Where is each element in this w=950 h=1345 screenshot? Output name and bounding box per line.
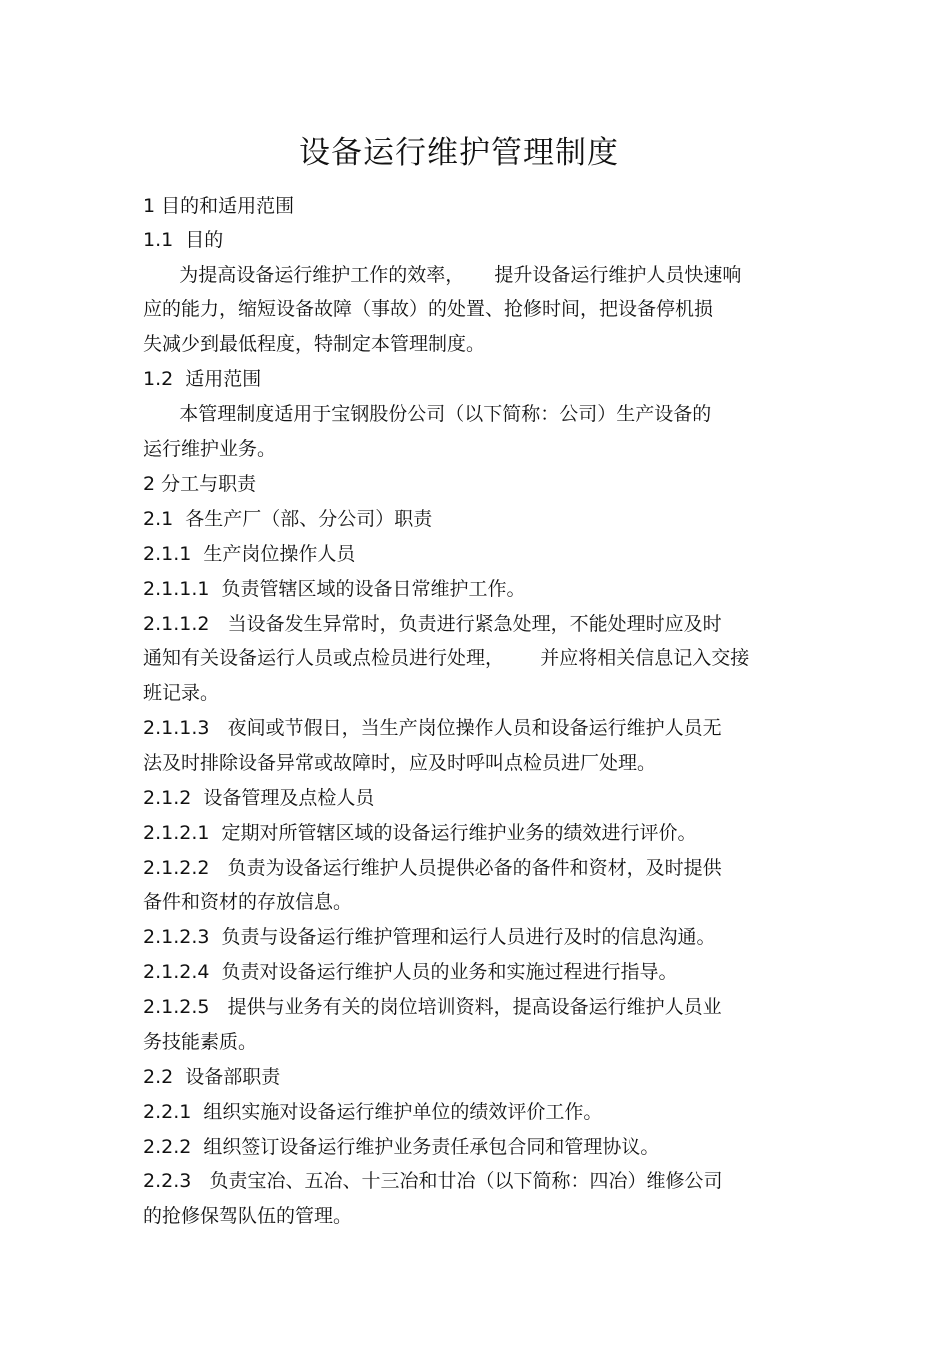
- paragraph-line: 通知有关设备运行人员或点检员进行处理， 并应将相关信息记入交接: [143, 647, 750, 669]
- clause-line: 2.1.2.1 定期对所管辖区域的设备运行维护业务的绩效进行评价。: [143, 822, 697, 844]
- document-title: 设备运行维护管理制度: [299, 135, 619, 171]
- clause-line: 2.1.1.2 当设备发生异常时，负责进行紧急处理，不能处理时应及时: [143, 613, 722, 635]
- subsection-heading: 1.2 适用范围: [143, 368, 262, 390]
- subsection-heading: 2.1.2 设备管理及点检人员: [143, 787, 375, 809]
- paragraph-line: 法及时排除设备异常或故障时，应及时呼叫点检员进厂处理。: [143, 752, 657, 774]
- paragraph-line: 班记录。: [143, 682, 220, 704]
- paragraph-line: 务技能素质。: [143, 1031, 258, 1053]
- section-heading: 2 分工与职责: [143, 473, 257, 495]
- clause-line: 2.1.2.5 提供与业务有关的岗位培训资料，提高设备运行维护人员业: [143, 996, 722, 1018]
- clause-line: 2.2.3 负责宝冶、五冶、十三冶和廿冶（以下简称：四冶）维修公司: [143, 1170, 723, 1192]
- paragraph-line: 应的能力，缩短设备故障（事故）的处置、抢修时间，把设备停机损: [143, 298, 714, 320]
- paragraph-line: 为提高设备运行维护工作的效率， 提升设备运行维护人员快速响: [143, 264, 742, 286]
- subsection-heading: 1.1 目的: [143, 229, 224, 251]
- subsection-heading: 2.1.1 生产岗位操作人员: [143, 543, 356, 565]
- paragraph-line: 的抢修保驾队伍的管理。: [143, 1205, 353, 1227]
- subsection-heading: 2.2 设备部职责: [143, 1066, 281, 1088]
- clause-line: 2.1.2.3 负责与设备运行维护管理和运行人员进行及时的信息沟通。: [143, 926, 716, 948]
- paragraph-line: 本管理制度适用于宝钢股份公司（以下简称：公司）生产设备的: [143, 403, 712, 425]
- clause-line: 2.1.1.3 夜间或节假日，当生产岗位操作人员和设备运行维护人员无: [143, 717, 722, 739]
- paragraph-line: 运行维护业务。: [143, 438, 277, 460]
- paragraph-line: 失减少到最低程度，特制定本管理制度。: [143, 333, 486, 355]
- section-heading: 1 目的和适用范围: [143, 195, 295, 217]
- clause-line: 2.2.1 组织实施对设备运行维护单位的绩效评价工作。: [143, 1101, 603, 1123]
- subsection-heading: 2.1 各生产厂（部、分公司）职责: [143, 508, 433, 530]
- clause-line: 2.2.2 组织签订设备运行维护业务责任承包合同和管理协议。: [143, 1136, 660, 1158]
- paragraph-line: 备件和资材的存放信息。: [143, 891, 353, 913]
- clause-line: 2.1.2.2 负责为设备运行维护人员提供必备的备件和资材，及时提供: [143, 857, 722, 879]
- clause-line: 2.1.1.1 负责管辖区域的设备日常维护工作。: [143, 578, 526, 600]
- clause-line: 2.1.2.4 负责对设备运行维护人员的业务和实施过程进行指导。: [143, 961, 678, 983]
